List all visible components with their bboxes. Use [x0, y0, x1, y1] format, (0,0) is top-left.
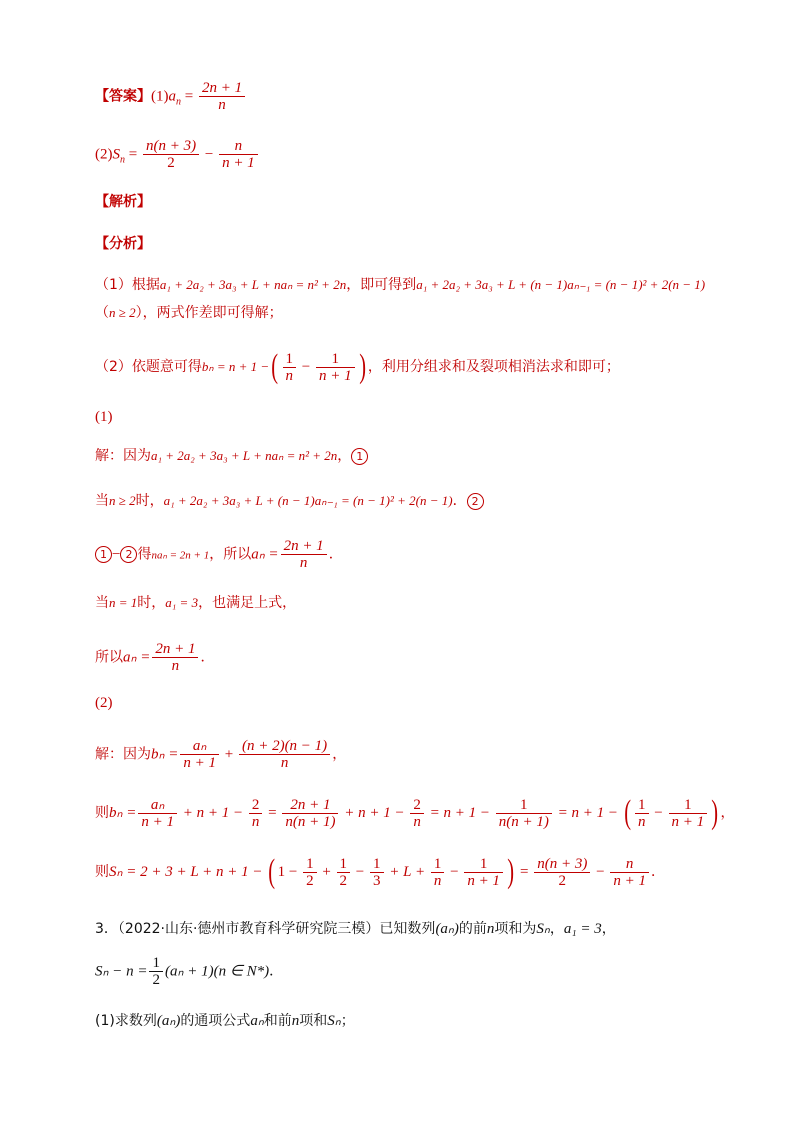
- solution-text: ．: [328, 546, 343, 563]
- answer-equals-2: =: [125, 146, 141, 163]
- fraction-numerator: 2n + 1: [152, 641, 198, 658]
- fraction-denominator: n + 1: [613, 872, 646, 889]
- analysis-2-line: [95, 350, 620, 384]
- fraction-denominator: n + 1: [183, 755, 216, 771]
- fraction-numerator: 2: [410, 797, 424, 814]
- fraction-denominator: 2: [306, 872, 314, 889]
- solution-formula: 1 −: [277, 864, 302, 880]
- solution-formula: a₁ + 2a₂ + 3a₃ + L + naₙ = n² + 2n: [151, 448, 338, 463]
- minus-sign: −: [112, 546, 121, 563]
- fraction: [303, 856, 317, 889]
- fraction-denominator: 2: [167, 155, 175, 171]
- solution-formula: a₁ + 2a₂ + 3a₃ + L + (n − 1)aₙ₋₁ = (n − 1)² + 2(n − 1): [163, 493, 453, 508]
- solution-formula: = n + 1 −: [553, 805, 622, 821]
- part2-line-1: [95, 738, 346, 771]
- equation-marker-1: 1: [95, 546, 112, 563]
- solution-formula: aₙ =: [123, 649, 151, 666]
- fraction: [316, 351, 355, 384]
- solution-text: 时，: [137, 595, 166, 611]
- problem-text: 项和为: [494, 921, 537, 937]
- fraction-denominator: n + 1: [222, 155, 255, 171]
- part2-line-3: [95, 855, 665, 889]
- fraction: [249, 797, 263, 830]
- equation-marker-2: 2: [120, 546, 137, 563]
- fraction-numerator: 2: [249, 797, 263, 814]
- problem-text: (1)求数列: [95, 1013, 157, 1029]
- fraction: [282, 797, 338, 830]
- part1-line-3: [95, 538, 343, 571]
- problem-formula: Sₙ: [327, 1013, 341, 1029]
- solution-formula: aₙ =: [251, 546, 279, 563]
- fraction-numerator: 1: [149, 955, 163, 972]
- minus-sign: −: [446, 864, 463, 880]
- problem-text: ，: [601, 921, 616, 937]
- analysis-formula: n ≥ 2: [109, 305, 136, 320]
- problem3-line-2: [95, 955, 283, 988]
- fraction: [138, 797, 177, 830]
- fenxi-tag: 【分析】: [95, 236, 151, 252]
- answer-line-2: [95, 138, 260, 171]
- problem-formula: (aₙ + 1)(n ∈ N*): [164, 963, 270, 980]
- answer-part1-label: (1): [151, 88, 169, 105]
- solution-formula: + L +: [385, 864, 429, 880]
- fraction-denominator: n: [433, 872, 442, 889]
- fraction: [370, 856, 384, 889]
- fraction-denominator: n + 1: [467, 872, 500, 889]
- answer-s-symbol: S: [112, 146, 120, 163]
- fraction: [496, 797, 552, 830]
- problem-text: ；: [340, 1013, 355, 1029]
- fraction: [410, 797, 424, 830]
- analysis-formula: bₙ = n + 1 −: [201, 359, 270, 374]
- fraction-denominator: n(n + 1): [285, 813, 336, 830]
- problem-text: ．: [269, 963, 284, 980]
- fraction: [534, 856, 590, 889]
- solution-text: 当: [95, 493, 109, 509]
- fraction-numerator: n(n + 3): [534, 856, 590, 873]
- solution-formula: bₙ =: [109, 805, 137, 821]
- solution-text: 得: [137, 546, 152, 563]
- fraction-numerator: n: [610, 856, 649, 873]
- right-paren: ): [358, 348, 366, 385]
- fraction-numerator: n: [219, 138, 258, 155]
- solution-text: 所以: [95, 649, 123, 666]
- analysis-text: ），两式作差即可得解；: [135, 305, 283, 321]
- fraction-denominator: n: [251, 813, 260, 830]
- fraction-numerator: (n + 2)(n − 1): [239, 738, 330, 755]
- problem-formula: n: [291, 1013, 300, 1029]
- fraction-denominator: n: [171, 658, 180, 674]
- fraction-denominator: n + 1: [671, 813, 705, 830]
- fraction-numerator: aₙ: [180, 738, 219, 755]
- problem-text: 的前: [458, 921, 487, 937]
- part2-label-line: [95, 694, 113, 712]
- answer-sn-fraction-2: [219, 138, 258, 171]
- answer-sn-fraction-1: [143, 138, 199, 171]
- problem-text: 项和: [299, 1013, 328, 1029]
- solution-text: ．: [200, 649, 215, 666]
- part1-line-1: [95, 447, 368, 465]
- fraction-denominator: n: [299, 555, 308, 571]
- answer-a-subscript: n: [176, 96, 181, 108]
- fraction-denominator: 2: [152, 972, 160, 988]
- left-paren: (: [623, 794, 631, 831]
- analysis-text: ，即可得到: [346, 277, 417, 293]
- fraction: [431, 856, 445, 889]
- answer-line-1: [95, 80, 247, 113]
- solution-formula: + n + 1 −: [178, 805, 247, 821]
- right-paren: ): [507, 853, 514, 890]
- solution-formula: Sₙ = 2 + 3 + L + n + 1 −: [109, 864, 267, 880]
- problem-text: 和前: [263, 1013, 292, 1029]
- fraction: [337, 856, 351, 889]
- answer-part2-label: (2): [95, 146, 113, 163]
- fraction-denominator: n: [413, 813, 421, 830]
- problem-text: 的通项公式: [180, 1013, 251, 1029]
- answer-equals: =: [181, 88, 197, 105]
- fraction-denominator: n: [638, 813, 646, 830]
- part1-line-2: [95, 492, 484, 510]
- problem-formula: (aₙ): [156, 1013, 181, 1029]
- fraction-denominator: n: [285, 367, 293, 384]
- fraction-numerator: 2n + 1: [282, 797, 338, 814]
- plus-sign: +: [220, 746, 237, 763]
- answer-s-subscript: n: [120, 154, 125, 166]
- jiexi-heading: [95, 193, 151, 211]
- problem-formula: aₙ: [250, 1013, 264, 1029]
- problem-formula: n: [486, 921, 495, 937]
- jiexi-tag: 【解析】: [95, 194, 151, 210]
- analysis-1-line-2: [95, 304, 283, 322]
- fraction: [635, 797, 649, 830]
- fraction: [283, 351, 297, 384]
- solution-text: 解：因为: [95, 746, 151, 763]
- solution-text: ，也满足上式，: [198, 595, 297, 611]
- minus-sign: −: [352, 864, 369, 880]
- solution-text: 当: [95, 595, 109, 611]
- fraction: [149, 955, 163, 988]
- analysis-formula: a₁ + 2a₂ + 3a₃ + L + naₙ = n² + 2n: [159, 277, 347, 292]
- fenxi-heading: [95, 235, 151, 253]
- analysis-text: （1）根据: [95, 277, 160, 293]
- part1-line-5: [95, 641, 214, 674]
- right-paren: ): [711, 794, 719, 831]
- problem-text: 3．（2022·山东·德州市教育科学研究院三模）已知数列: [95, 921, 436, 937]
- plus-sign: +: [318, 864, 335, 880]
- fraction-denominator: n: [280, 755, 289, 771]
- solution-text: 时，: [135, 493, 164, 509]
- answer-an-fraction: [199, 80, 245, 113]
- fraction: [669, 797, 708, 830]
- fraction: [610, 856, 649, 889]
- solution-text: ，所以: [209, 546, 252, 563]
- solution-formula: = n + 1 −: [425, 805, 494, 821]
- analysis-text: （: [95, 305, 109, 321]
- solution-formula: bₙ =: [151, 746, 179, 763]
- fraction-numerator: 1: [316, 351, 355, 368]
- analysis-text: ，利用分组求和及裂项相消法求和即可；: [367, 359, 620, 375]
- fraction-numerator: 1: [337, 856, 351, 873]
- solution-formula: + n + 1 −: [340, 805, 409, 821]
- problem3-line-1: [95, 920, 616, 938]
- fraction: [281, 538, 327, 571]
- solution-text: ．: [650, 864, 665, 880]
- solution-text: ．: [452, 493, 467, 509]
- solution-text: ，: [332, 746, 347, 763]
- answer-minus: −: [201, 146, 218, 163]
- solution-text: ，: [337, 448, 352, 464]
- fraction-denominator: 2: [558, 872, 567, 889]
- minus-sign: −: [592, 864, 609, 880]
- fraction: [152, 641, 198, 674]
- fraction-denominator: n: [218, 97, 226, 113]
- fraction-denominator: n + 1: [318, 367, 352, 384]
- answer-a-symbol: a: [168, 88, 176, 105]
- minus-sign: −: [298, 359, 314, 375]
- fraction-numerator: 2n + 1: [281, 538, 327, 555]
- solution-text: ，: [720, 805, 735, 821]
- fraction: [239, 738, 330, 771]
- fraction-numerator: 2n + 1: [199, 80, 245, 97]
- equals-sign: =: [264, 805, 281, 821]
- fraction-numerator: 1: [464, 856, 503, 873]
- part1-line-4: [95, 594, 296, 612]
- part1-label: (1): [95, 409, 113, 425]
- problem-text: ，: [549, 921, 564, 937]
- solution-formula: naₙ = 2n + 1: [151, 549, 210, 562]
- analysis-formula: a₁ + 2a₂ + 3a₃ + L + (n − 1)aₙ₋₁ = (n − 1)² + 2(n − 1): [416, 277, 706, 292]
- fraction-numerator: 1: [635, 797, 649, 814]
- analysis-text: （2）依题意可得: [95, 359, 202, 375]
- part2-label: (2): [95, 695, 113, 711]
- fraction-numerator: 1: [303, 856, 317, 873]
- part2-line-2: [95, 796, 734, 830]
- fraction-denominator: 2: [339, 872, 348, 889]
- fraction-denominator: n(n + 1): [498, 813, 549, 830]
- solution-formula: n = 1: [109, 595, 138, 610]
- fraction-numerator: n(n + 3): [143, 138, 199, 155]
- fraction-numerator: 1: [283, 351, 297, 368]
- equation-marker-2: 2: [467, 493, 484, 510]
- problem-formula: Sₙ − n =: [95, 963, 148, 980]
- solution-text: 则: [95, 864, 109, 880]
- solution-formula: a₁ = 3: [165, 595, 199, 610]
- fraction-numerator: 1: [496, 797, 552, 814]
- part1-label-line: [95, 408, 113, 426]
- problem-formula: (aₙ): [435, 921, 459, 937]
- fraction-denominator: n + 1: [141, 813, 174, 830]
- fraction-denominator: 3: [373, 872, 381, 889]
- fraction: [180, 738, 219, 771]
- problem-formula: Sₙ: [536, 921, 550, 937]
- equation-marker-1: 1: [351, 448, 368, 465]
- left-paren: (: [271, 348, 279, 385]
- answer-tag: 【答案】: [95, 88, 151, 105]
- problem-formula: a₁ = 3: [563, 921, 602, 937]
- equals-sign: =: [516, 864, 533, 880]
- fraction-numerator: aₙ: [138, 797, 177, 814]
- left-paren: (: [268, 853, 276, 890]
- fraction-numerator: 1: [669, 797, 708, 814]
- solution-text: 则: [95, 805, 109, 821]
- minus-sign: −: [650, 805, 667, 821]
- solution-text: 解：因为: [95, 448, 151, 464]
- solution-formula: n ≥ 2: [109, 493, 136, 508]
- problem3-line-3: [95, 1012, 355, 1030]
- fraction-numerator: 1: [370, 856, 384, 873]
- fraction: [464, 856, 503, 889]
- fraction-numerator: 1: [431, 856, 445, 873]
- analysis-1-line-1: [95, 276, 705, 294]
